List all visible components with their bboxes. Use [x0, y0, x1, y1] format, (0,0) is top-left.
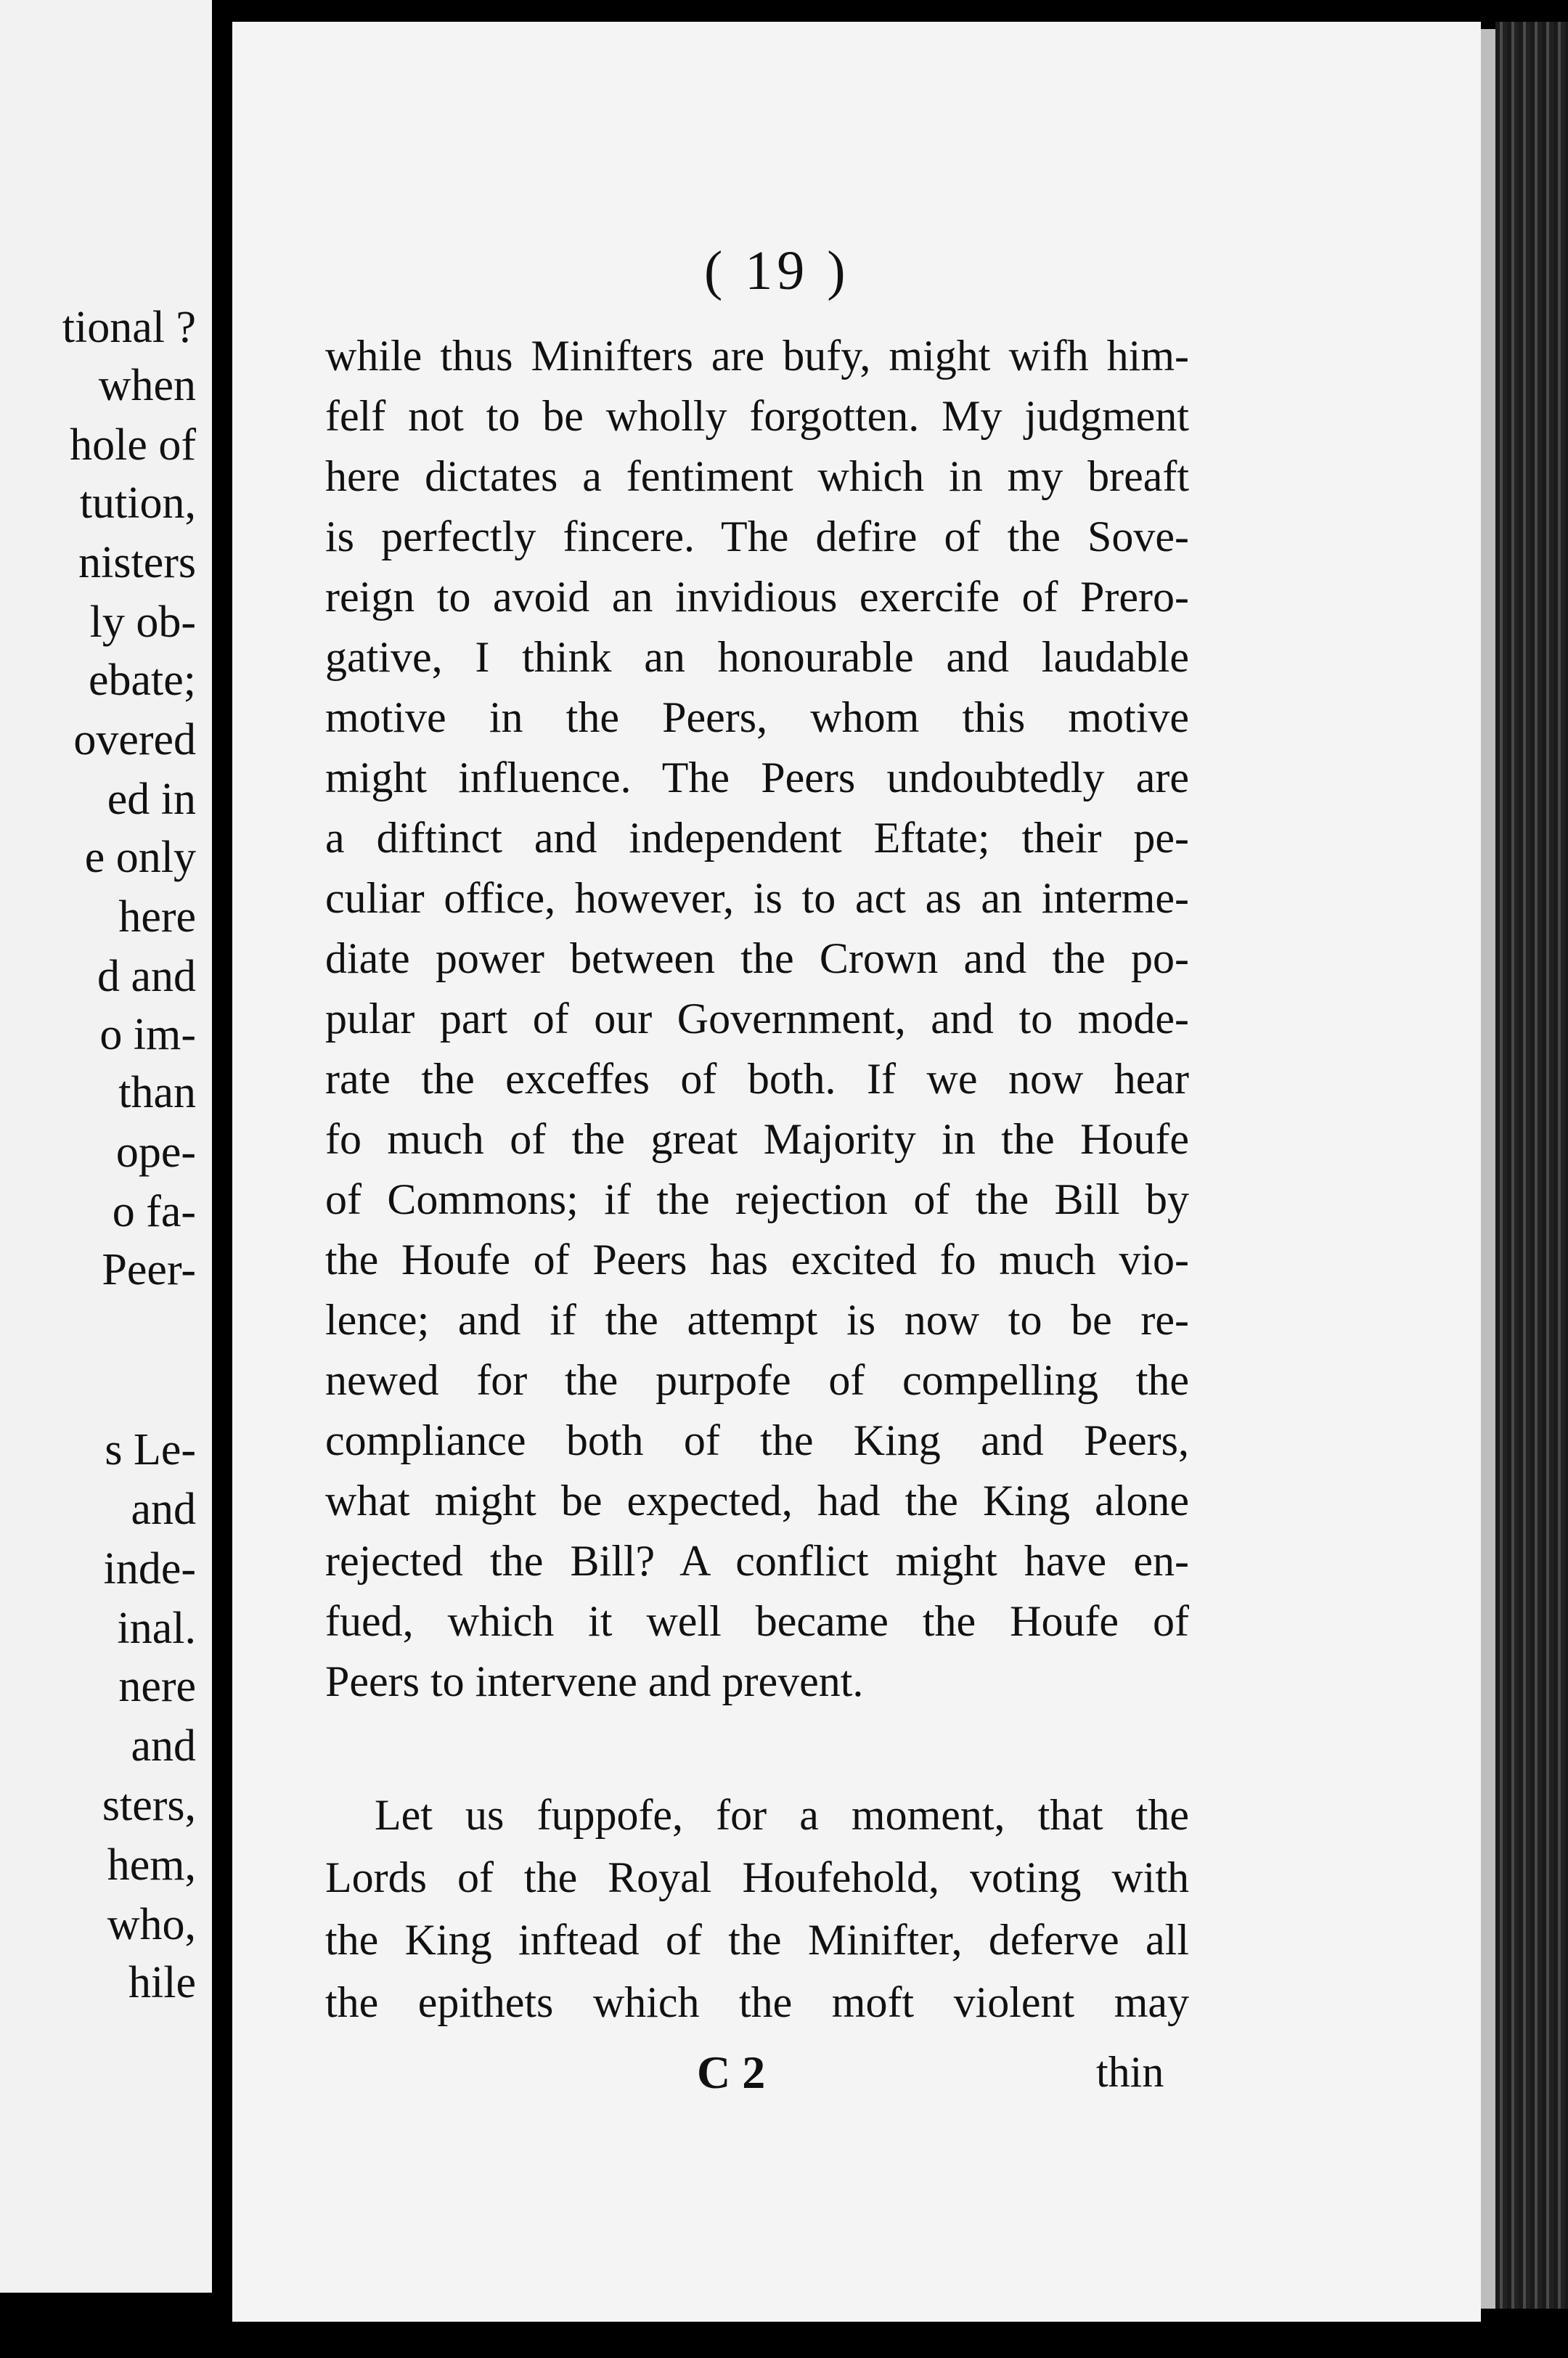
text-line: what might be expected, had the King alone — [325, 1477, 1189, 1525]
text-line: while thus Minifters are bufy, might wifh him- — [325, 332, 1189, 380]
left-page-line: ly ob- — [89, 597, 196, 647]
text-line: fo much of the great Majority in the Houfe — [325, 1115, 1189, 1163]
left-page-line: inal. — [117, 1604, 196, 1653]
main-page — [232, 22, 1481, 2322]
text-line: Peers to intervene and prevent. — [325, 1657, 864, 1705]
text-line: Lords of the Royal Houfehold, voting with — [325, 1853, 1189, 1901]
text-line: compliance both of the King and Peers, — [325, 1416, 1189, 1464]
left-page-line: overed — [73, 715, 196, 764]
left-page-line: here — [118, 892, 196, 942]
left-page-line: hile — [128, 1958, 196, 2007]
book-binding — [1495, 22, 1568, 2309]
text-line: reign to avoid an invidious exercife of Prero- — [325, 573, 1189, 621]
text-line: rate the exceffes of both. If we now hear — [325, 1055, 1189, 1103]
left-page-line: than — [118, 1068, 196, 1117]
left-page-line: ope- — [115, 1127, 196, 1177]
left-page-line: sters, — [102, 1781, 196, 1830]
left-page-line: o im- — [99, 1010, 196, 1059]
left-page-line: nere — [118, 1662, 196, 1711]
text-line: here dictates a fentiment which in my breaft — [325, 452, 1189, 500]
left-page-line: o fa- — [112, 1187, 196, 1236]
page-edge — [1481, 29, 1495, 2309]
text-line: fued, which it well became the Houfe of — [325, 1597, 1189, 1645]
text-line: motive in the Peers, whom this motive — [325, 693, 1189, 741]
text-line: newed for the purpofe of compelling the — [325, 1356, 1189, 1404]
left-page-line: tional ? — [62, 303, 196, 352]
text-line: diate power between the Crown and the po- — [325, 934, 1189, 982]
left-page-line: hem, — [107, 1840, 196, 1890]
text-line: gative, I think an honourable and laudable — [325, 633, 1189, 681]
text-line: might influence. The Peers undoubtedly are — [325, 754, 1189, 801]
left-page-line: hole of — [70, 420, 196, 470]
text-line: is perfectly fincere. The defire of the Sove- — [325, 513, 1189, 560]
left-page-line: d and — [97, 952, 196, 1001]
page-number: ( 19 ) — [704, 240, 850, 301]
text-line: the King inftead of the Minifter, deferve all — [325, 1916, 1189, 1964]
left-page-line: tution, — [79, 478, 196, 528]
text-line: culiar office, however, is to act as an interme- — [325, 874, 1189, 922]
text-line: felf not to be wholly forgotten. My judgment — [325, 392, 1189, 440]
left-page-line: when — [98, 361, 196, 410]
text-line: a diftinct and independent Eftate; their pe- — [325, 814, 1189, 862]
text-line: lence; and if the attempt is now to be re- — [325, 1296, 1189, 1344]
left-page-line: nisters — [78, 538, 196, 587]
text-line: the Houfe of Peers has excited fo much vio- — [325, 1236, 1189, 1284]
text-line: Let us fuppofe, for a moment, that the — [375, 1791, 1189, 1839]
left-page-line: s Le- — [105, 1425, 196, 1474]
text-line: the epithets which the moft violent may — [325, 1978, 1189, 2026]
left-facing-page — [0, 0, 212, 2293]
left-page-line: ed in — [107, 775, 196, 824]
signature-mark: C 2 — [697, 2047, 766, 2098]
catchword: thin — [1096, 2048, 1164, 2096]
left-page-line: e only — [84, 833, 196, 882]
text-line: pular part of our Government, and to mode- — [325, 995, 1189, 1043]
text-line: rejected the Bill? A conflict might have en- — [325, 1537, 1189, 1585]
left-page-line: inde- — [103, 1544, 196, 1594]
left-page-line: who, — [107, 1900, 196, 1949]
left-page-line: and — [131, 1721, 196, 1771]
left-page-line: ebate; — [88, 656, 196, 705]
text-line: of Commons; if the rejection of the Bill by — [325, 1175, 1189, 1223]
left-page-line: Peer- — [102, 1245, 196, 1294]
left-page-line: and — [131, 1485, 196, 1534]
